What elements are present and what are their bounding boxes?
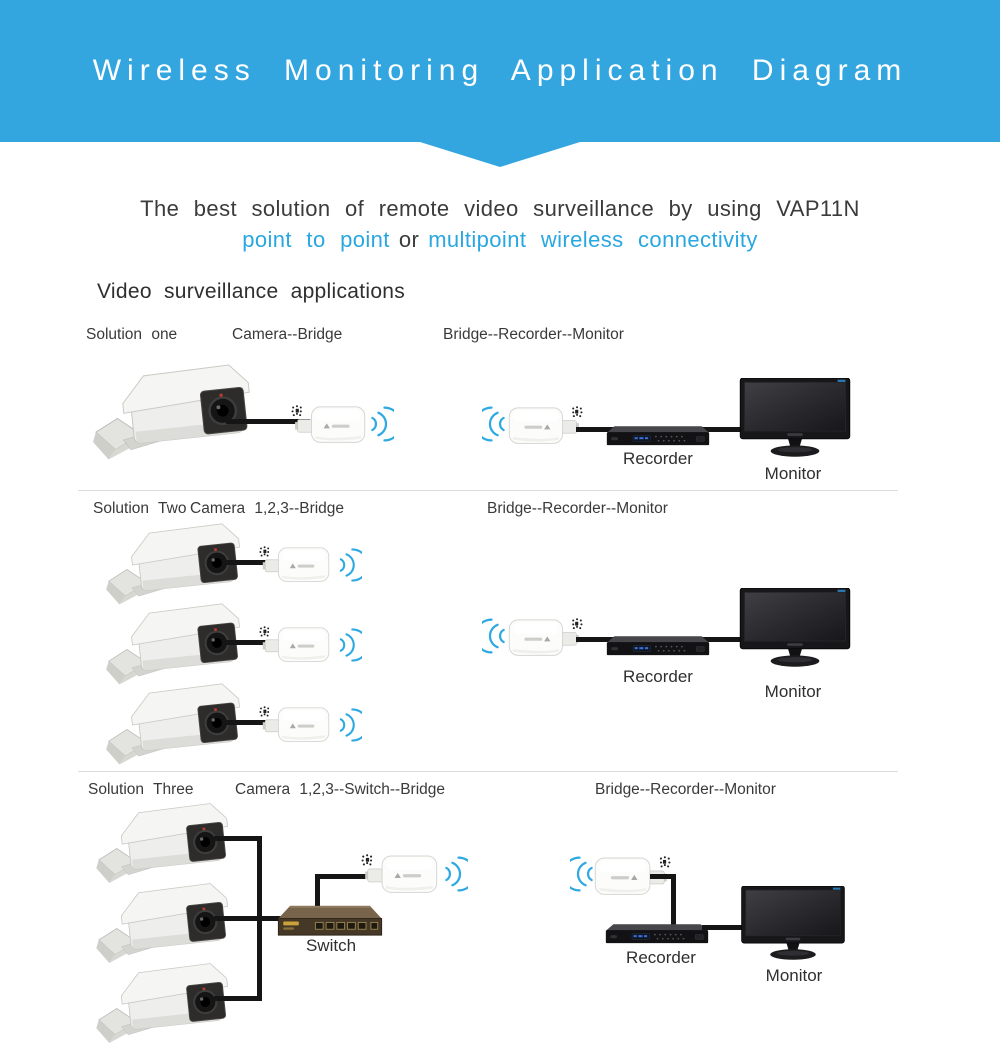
wifi-waves-icon	[336, 707, 362, 743]
wifi-waves-icon	[570, 855, 596, 893]
wifi-bridge-icon	[508, 616, 584, 658]
monitor-label: Monitor	[764, 682, 822, 701]
monitor-label: Monitor	[764, 464, 822, 483]
section-title: Video surveillance applications	[97, 280, 406, 303]
solution2-left-label: Camera 1,2,3--Bridge	[190, 500, 345, 517]
intro-or: or	[398, 227, 420, 252]
wifi-bridge-icon	[290, 403, 366, 445]
wifi-waves-icon	[336, 547, 362, 583]
solution3-right-label: Bridge--Recorder--Monitor	[595, 781, 776, 798]
monitor-label: Monitor	[765, 966, 823, 985]
solution1-right-label: Bridge--Recorder--Monitor	[443, 326, 624, 343]
wifi-waves-icon	[442, 855, 468, 893]
solution1-left-label: Camera--Bridge	[232, 326, 343, 343]
camera-icon	[92, 956, 240, 1050]
wifi-bridge-icon	[508, 404, 584, 446]
wifi-waves-icon	[368, 405, 394, 443]
banner-arrow-down	[420, 142, 580, 167]
solution1-name: Solution one	[86, 326, 178, 343]
cable	[214, 836, 262, 841]
solution2-name: Solution Two	[93, 500, 187, 517]
switch-label: Switch	[305, 936, 357, 955]
intro-line-2	[0, 227, 1000, 253]
wifi-bridge-icon	[258, 624, 330, 664]
intro-accent-1: point to point	[242, 227, 390, 252]
cable	[257, 836, 262, 1001]
divider	[78, 490, 898, 491]
page-title: Wireless Monitoring Application Diagram	[92, 54, 908, 87]
wifi-bridge-icon	[360, 852, 438, 895]
recorder-label: Recorder	[626, 948, 696, 967]
recorder-label: Recorder	[623, 667, 693, 686]
monitor-icon	[740, 886, 846, 961]
solution3-left-label: Camera 1,2,3--Switch--Bridge	[235, 781, 446, 798]
banner	[0, 0, 1000, 142]
intro-accent-2: multipoint wireless connectivity	[428, 227, 758, 252]
wifi-bridge-icon	[258, 544, 330, 584]
monitor-icon	[738, 378, 852, 458]
recorder-icon	[606, 630, 710, 657]
monitor-icon	[738, 588, 852, 668]
camera-icon	[102, 676, 252, 783]
cable	[214, 996, 262, 1001]
recorder-label: Recorder	[623, 449, 693, 468]
solution3-name: Solution Three	[88, 781, 194, 798]
recorder-icon	[605, 918, 709, 945]
cable	[702, 925, 744, 930]
solution2-right-label: Bridge--Recorder--Monitor	[487, 500, 668, 517]
recorder-icon	[606, 420, 710, 447]
wifi-waves-icon	[336, 627, 362, 663]
intro-line-1: The best solution of remote video surveillance by using VAP11N	[140, 196, 860, 221]
wifi-waves-icon	[482, 617, 508, 655]
divider	[78, 771, 898, 772]
network-switch-icon	[276, 902, 384, 939]
wifi-bridge-icon	[258, 704, 330, 744]
wifi-waves-icon	[482, 405, 508, 443]
